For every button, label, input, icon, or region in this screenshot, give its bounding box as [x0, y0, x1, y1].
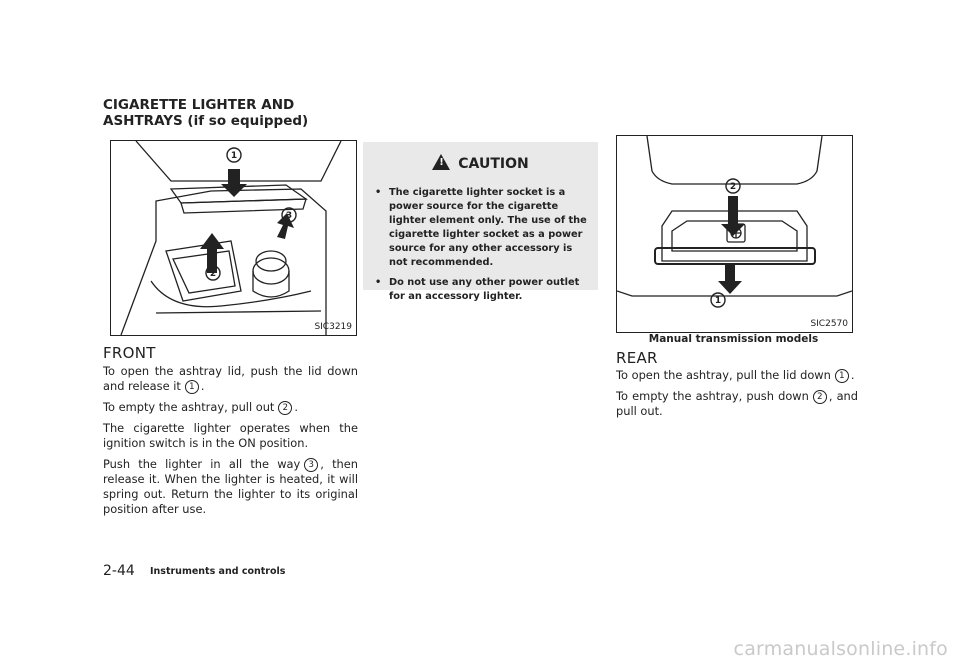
page-number: 2-44 — [103, 563, 135, 579]
front-heading: FRONT — [103, 344, 156, 362]
caution-item: • The cigarette lighter socket is a power source for the cigarette lighter element only. The use of the cigarette lighter socket as a power source for any other accessory is not recommended. — [373, 186, 591, 270]
caution-box — [363, 142, 598, 302]
ref-2-badge: 2 — [278, 401, 292, 415]
rear-paragraph-1: To open the ashtray, pull the lid down 1 . — [616, 368, 855, 382]
rear-figure-caption: Manual transmission models — [648, 333, 819, 345]
ref-2-badge: 2 — [813, 390, 827, 404]
caution-item: • Do not use any other power outlet for an accessory lighter. — [373, 276, 591, 304]
front-paragraph-4: Push the lighter in all the way 3 , then release it. When the lighter is heated, it will spring out. Return the lighter to its original position after use. — [103, 457, 358, 516]
caution-heading: ! CAUTION — [363, 154, 598, 172]
ref-1-badge: 1 — [835, 369, 849, 383]
caution-list — [373, 186, 591, 310]
callout-1: 1 — [714, 296, 722, 306]
callout-3: 3 — [285, 211, 293, 221]
callout-2: 2 — [209, 269, 217, 279]
section-title: CIGARETTE LIGHTER AND ASHTRAYS (if so equipped) — [103, 97, 309, 129]
front-paragraph-1: To open the ashtray lid, push the lid down and release it 1 . — [103, 364, 358, 393]
front-paragraph-2: To empty the ashtray, pull out 2 . — [103, 400, 299, 414]
front-paragraph-3: The cigarette lighter operates when the ignition switch is in the ON position. — [103, 421, 358, 450]
ref-3-badge: 3 — [304, 458, 318, 472]
front-body — [103, 364, 358, 523]
callout-2: 2 — [729, 182, 737, 192]
rear-heading: REAR — [616, 349, 658, 367]
watermark: carmanualsonline.info — [733, 638, 948, 660]
callout-1: 1 — [230, 151, 238, 161]
rear-ashtray-illustration — [617, 136, 852, 332]
front-ashtray-illustration — [111, 141, 356, 335]
rear-ashtray-figure — [616, 135, 853, 333]
front-ashtray-figure — [110, 140, 357, 336]
chapter-title: Instruments and controls — [150, 566, 286, 577]
figure-code: SIC3219 — [314, 322, 352, 332]
warning-triangle-icon: ! — [432, 154, 450, 170]
ref-1-badge: 1 — [185, 380, 199, 394]
rear-paragraph-2: To empty the ashtray, push down 2 , and pull out. — [616, 389, 859, 418]
rear-body — [616, 368, 858, 425]
figure-code: SIC2570 — [810, 319, 848, 329]
